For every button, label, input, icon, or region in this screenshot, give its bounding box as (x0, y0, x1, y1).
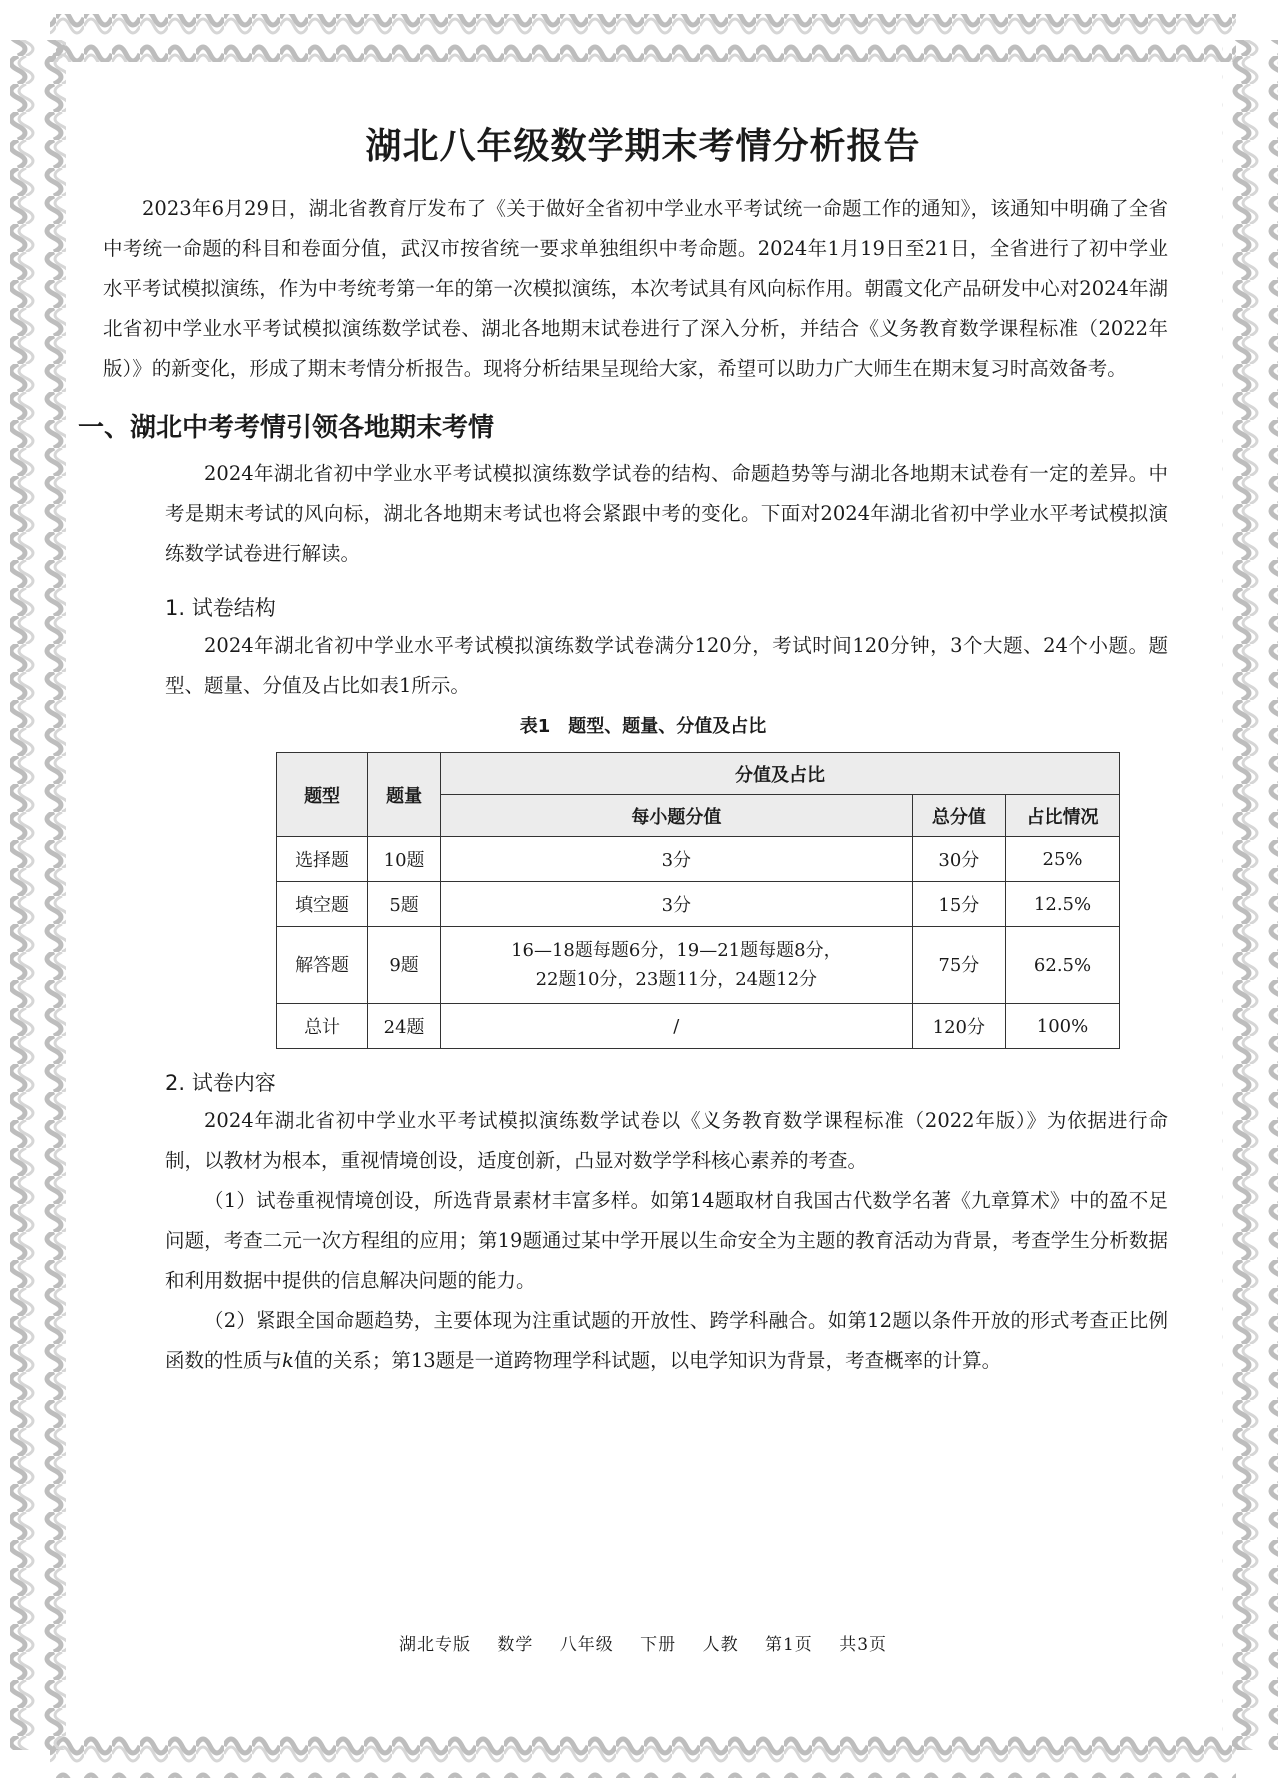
cell-per (441, 927, 913, 1004)
header-count: 题量 (368, 753, 441, 837)
content-paragraph-3 (165, 1301, 1168, 1381)
section-content-body (165, 1067, 1168, 1381)
variable-k: k (282, 1349, 294, 1372)
cell-type: 选择题 (277, 837, 368, 882)
cell-total: 75分 (912, 927, 1005, 1004)
table-caption: 表1 题型、题量、分值及占比 (519, 716, 767, 737)
cell-ratio: 62.5% (1006, 927, 1120, 1004)
footer-volume: 下册 (640, 1635, 677, 1655)
document-page (78, 92, 1168, 1381)
header-total: 总分值 (912, 795, 1005, 837)
footer-subject: 数学 (497, 1635, 534, 1655)
footer-page: 第1页 (764, 1635, 813, 1655)
subheading-structure: 1. 试卷结构 (165, 596, 276, 620)
cell-count: 9题 (368, 927, 441, 1004)
cell-total: 30分 (912, 837, 1005, 882)
table-header-row (277, 753, 1120, 795)
cell-count: 10题 (368, 837, 441, 882)
cell-ratio: 25% (1006, 837, 1120, 882)
cell-per-line-1: 16—18题每题6分，19—21题每题8分， (511, 940, 842, 961)
page-footer (0, 1630, 1286, 1655)
cell-per: / (441, 1004, 913, 1049)
subheading-content: 2. 试卷内容 (165, 1071, 276, 1095)
cell-per: 3分 (441, 882, 913, 927)
cell-per-line-2: 22题10分，23题11分，24题12分 (535, 969, 818, 990)
header-per: 每小题分值 (441, 795, 913, 837)
header-ratio: 占比情况 (1006, 795, 1120, 837)
page-title: 湖北八年级数学期末考情分析报告 (365, 126, 921, 167)
table-row (277, 882, 1120, 927)
structure-paragraph: 2024年湖北省初中学业水平考试模拟演练数学试卷满分120分，考试时间120分钟，3个大题、24个小题。题型、题量、分值及占比如表1所示。 (165, 634, 1168, 697)
section-heading-1: 一、湖北中考考情引领各地期末考情 (78, 413, 495, 443)
footer-edition: 湖北专版 (398, 1635, 471, 1655)
section-1-body (165, 454, 1168, 706)
section-1-paragraph: 2024年湖北省初中学业水平考试模拟演练数学试卷的结构、命题趋势等与湖北各地期末试卷有一定的差异。中考是期末考试的风向标，湖北各地期末考试也将会紧跟中考的变化。下面对2024年湖北省初中学业水平考试模拟演练数学试卷进行解读。 (165, 462, 1168, 565)
header-type: 题型 (277, 753, 368, 837)
content-paragraph-3-a: （2）紧跟全国命题趋势，主要体现为注重试题的开放性、跨学科融合。如第12题以条件开放的形式考查正比例函数的性质与 (165, 1309, 1168, 1372)
content-paragraph-1: 2024年湖北省初中学业水平考试模拟演练数学试卷以《义务教育数学课程标准（2022年版）》为依据进行命制，以教材为根本，重视情境创设，适度创新，凸显对数学学科核心素养的考查。 (165, 1109, 1168, 1172)
cell-count: 5题 (368, 882, 441, 927)
footer-publisher: 人教 (702, 1635, 739, 1655)
cell-type: 解答题 (277, 927, 368, 1004)
cell-ratio: 100% (1006, 1004, 1120, 1049)
cell-type: 总计 (277, 1004, 368, 1049)
cell-total: 15分 (912, 882, 1005, 927)
score-table (276, 752, 1120, 1049)
footer-grade: 八年级 (559, 1635, 614, 1655)
table-row (277, 927, 1120, 1004)
intro-paragraph: 2023年6月29日，湖北省教育厅发布了《关于做好全省初中学业水平考试统一命题工作的通知》，该通知中明确了全省中考统一命题的科目和卷面分值，武汉市按省统一要求单独组织中考命题。2024年1月19日至21日，全省进行了初中学业水平考试模拟演练，作为中考统考第一年的第一次模拟演练，本次考试具有风向标作用。朝霞文化产品研发中心对2024年湖北省初中学业水平考试模拟演练数学试卷、湖北各地期末试卷进行了深入分析，并结合《义务教育数学课程标准（2022年版）》的新变化，形成了期末考情分析报告。现将分析结果呈现给大家，希望可以助力广大师生在期末复习时高效备考。 (103, 197, 1168, 380)
cell-total: 120分 (912, 1004, 1005, 1049)
footer-total: 共3页 (839, 1635, 888, 1655)
table-row (277, 837, 1120, 882)
content-paragraph-2: （1）试卷重视情境创设，所选背景素材丰富多样。如第14题取材自我国古代数学名著《九章算术》中的盈不足问题，考查二元一次方程组的应用；第19题通过某中学开展以生命安全为主题的教育活动为背景，考查学生分析数据和利用数据中提供的信息解决问题的能力。 (165, 1189, 1168, 1292)
cell-per: 3分 (441, 837, 913, 882)
header-group: 分值及占比 (441, 753, 1120, 795)
cell-type: 填空题 (277, 882, 368, 927)
cell-ratio: 12.5% (1006, 882, 1120, 927)
table-row (277, 1004, 1120, 1049)
cell-count: 24题 (368, 1004, 441, 1049)
content-paragraph-3-b: 值的关系；第13题是一道跨物理学科试题，以电学知识为背景，考查概率的计算。 (293, 1349, 1002, 1372)
